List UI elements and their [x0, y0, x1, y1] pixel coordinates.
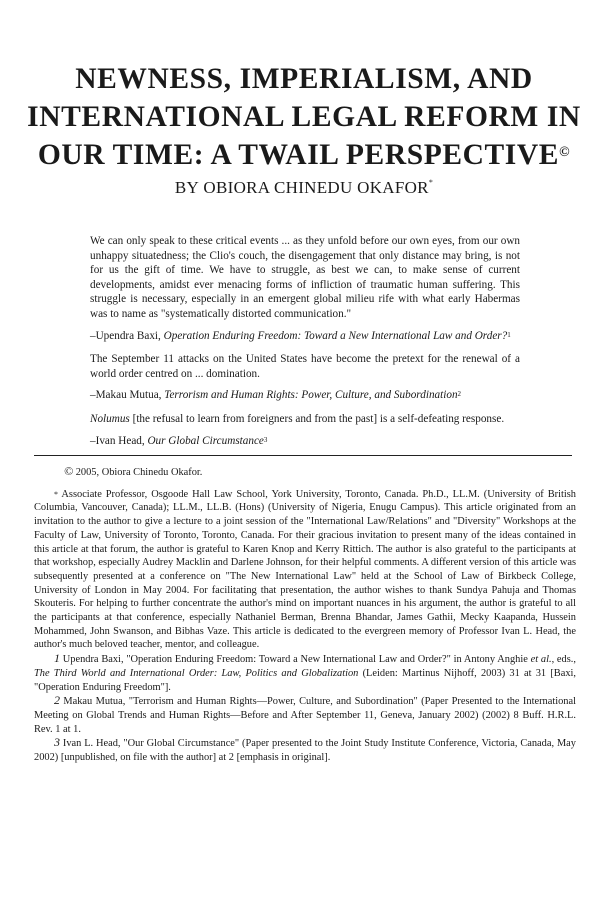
footnotes [34, 465, 576, 765]
author-name: OBIORA CHINEDU OKAFOR [203, 178, 429, 197]
title-line-1: NEWNESS, IMPERIALISM, AND [75, 63, 533, 95]
footnote-1 [34, 652, 576, 694]
footnote-3-text: Ivan L. Head, "Our Global Circumstance" (Paper presented to the Joint Study Institute Conference, Victoria, Canada, May 2002) [unpublished, on file with the author] at 2 [emphasis in original]. [34, 738, 576, 764]
title-copyright-mark: © [559, 145, 571, 160]
epigraph-quote-3-text: [the refusal to learn from foreigners and from the past] is a self-defeating response. [129, 412, 505, 425]
epigraph-cite-2-work: Terrorism and Human Rights: Power, Culture, and Subordination [164, 389, 458, 402]
title-line-3-text: OUR TIME: A TWAIL PERSPECTIVE [37, 139, 560, 171]
epigraph-cite-2-author: –Makau Mutua, [90, 389, 165, 402]
footnote-3-mark: 3 [54, 735, 60, 750]
author-note-text: Associate Professor, Osgoode Hall Law School, York University, Toronto, Canada. Ph.D., LL.M. (University of British Columbia, Vancouver, Canada); LL.M., LL.B. (Hons) (University of Nigeria, Enugu Campus). This article originated from an invitation to the author to give a lecture to a joint session of the "International Law/Relations" and "Diversity" Workshops at the Faculty of Law, University of Toronto, Toronto, Canada. For their gracious invitation to present many of the ideas contained in this article at that forum, the author is grateful to Karen Knop and Kerry Rittich. The author is also grateful to the participants at that workshop, especially Audrey Macklin and Darlene Johnson, for their helpful comments. A different version of this article was subsequently presented at a conference on "The New International Law" held at the School of Law of Birkbeck College, University of London in May 2004. For facilitating that presentation, the author wishes to thank Sundya Pahuja and Thomas Skouteris. For helping to further concentrate the author's mind on important nuances in his argument, the author is grateful to all the participants at that conference, especially Nathaniel Berman, Brenna Bhandar, James Gathii, Mecky Kaapanda, Hussein Mohammed, John Swanson, and Bibhas Vaze. This article is dedicated to the evergreen memory of Professor Ivan L. Head, the author's much beloved teacher, mentor, and colleague. [34, 488, 576, 651]
footnote-1-text-a: Upendra Baxi, "Operation Enduring Freedom: Toward a New International Law and Order?" in Antony Anghie [60, 654, 531, 666]
epigraph-quote-3 [90, 412, 520, 427]
footnote-1-book-title: The Third World and International Order: Law, Politics and Globalization [34, 667, 359, 679]
epigraph-cite-3-work: Our Global Circumstance [147, 434, 264, 447]
epigraph-quote-3-latin: Nolumus [90, 412, 130, 425]
epigraph-quote-2: The September 11 attacks on the United States have become the pretext for the renewal of a world order centred on ... domination. [90, 353, 520, 380]
epigraph-cite-3 [90, 434, 520, 449]
epigraph-cite-1-work: Operation Enduring Freedom: Toward a New International Law and Order? [163, 329, 508, 342]
footnote-1-text-c: (Leiden: Martinus Nijhoff, 2003) 31 at 31 [Baxi, "Operation Enduring Freedom"]. [34, 667, 577, 693]
epigraph-cite-1 [90, 329, 520, 344]
footnote-2-text: Makau Mutua, "Terrorism and Human Rights—Power, Culture, and Subordination" (Paper Presented to the International Meeting on Global Trends and Human Rights—Before and After September 11, Geneva, January 2002) (2002) 8 Buff. H.R.L. Rev. 1 at 1. [34, 696, 576, 735]
epigraph-cite-2-mark: 2 [457, 390, 462, 399]
footnote-1-mark: 1 [54, 651, 60, 666]
footnote-2 [34, 694, 576, 736]
author-note [34, 488, 576, 652]
title-line-2: INTERNATIONAL LEGAL REFORM IN [27, 101, 581, 133]
footnote-3 [34, 736, 576, 764]
epigraph-cite-2 [90, 388, 520, 403]
author-note-mark: * [54, 489, 58, 499]
byline [0, 178, 608, 198]
epigraph-cite-1-mark: 1 [507, 330, 511, 339]
author-footnote-mark: * [428, 178, 434, 187]
byline-prefix: BY [174, 178, 200, 197]
epigraph-cite-3-mark: 3 [263, 435, 268, 444]
title-line-3 [0, 136, 608, 174]
epigraph-cite-1-author: –Upendra Baxi, [90, 329, 164, 342]
epigraph-quote-1: We can only speak to these critical events ... as they unfold before our own eyes, from our own unhappy situatedness; the Clio's couch, the disengagement that only distance may bring, is not for us the gift of time. We have to struggle, as best we can, to make sense of current developments, amidst ever menacing forms of infliction of traumatic human suffering. This struggle is necessary, especially in an emergent global milieu rife with what early Habermas was to name as "systematically distorted communication." [90, 235, 520, 320]
footnote-1-text-b: , eds., [551, 654, 576, 666]
footnote-2-mark: 2 [54, 693, 60, 708]
epigraphs [90, 234, 520, 457]
copyright-symbol: © [64, 464, 74, 478]
copyright-text: 2005, Obiora Chinedu Okafor. [73, 467, 203, 478]
copyright-note [34, 465, 576, 480]
footnote-1-etal: et al. [530, 654, 552, 666]
footnote-divider [34, 455, 572, 456]
epigraph-cite-3-author: –Ivan Head, [90, 434, 148, 447]
article-title [0, 60, 608, 174]
